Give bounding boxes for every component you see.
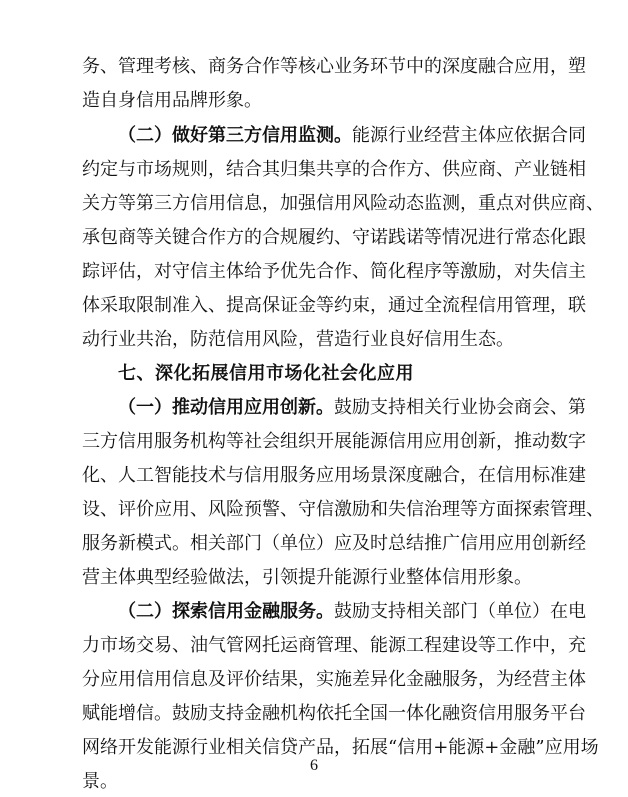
paragraph-3-title: （一）推动信用应用创新。 [118,397,334,418]
paragraph-3-line-6: 营主体典型经验做法，引领提升能源行业整体信用形象。 [82,567,532,588]
section-heading: 七、深化拓展信用市场化社会化应用 [118,363,414,384]
paragraph-2-line-6: 体采取限制准入、提高保证金等约束，通过全流程信用管理，联 [82,295,586,316]
paragraph-4-title: （二）探索信用金融服务。 [118,601,334,622]
paragraph-4-line-1 [118,597,586,627]
paragraph-3-line-1 [118,393,586,423]
paragraph-4-line-6: 景。 [82,771,118,792]
paragraph-2-line-1 [118,121,586,151]
paragraph-2-line-1-rest: 能源行业经营主体应依据合同 [352,125,586,146]
page-number: 6 [310,757,318,774]
paragraph-4-line-3: 分应用信用信息及评价结果，实施差异化金融服务，为经营主体 [82,669,586,690]
paragraph-4-line-1-rest: 鼓励支持相关部门（单位）在电 [334,601,586,622]
paragraph-3-line-4: 设、评价应用、风险预警、守信激励和失信治理等方面探索管理、 [82,499,604,520]
paragraph-3-line-2: 三方信用服务机构等社会组织开展能源信用应用创新，推动数字 [82,431,586,452]
paragraph-2-line-5: 踪评估，对守信主体给予优先合作、简化程序等激励，对失信主 [82,261,586,282]
paragraph-3-line-1-rest: 鼓励支持相关行业协会商会、第 [334,397,586,418]
paragraph-3-line-5: 服务新模式。相关部门（单位）应及时总结推广信用应用创新经 [82,533,586,554]
paragraph-1-line-1: 务、管理考核、商务合作等核心业务环节中的深度融合应用，塑 [82,56,586,77]
paragraph-2-line-7: 动行业共治，防范信用风险，营造行业良好信用生态。 [82,329,514,350]
paragraph-4-line-4: 赋能增信。鼓励支持金融机构依托全国一体化融资信用服务平台 [82,703,586,724]
paragraph-2-line-4: 承包商等关键合作方的合规履约、守诺践诺等情况进行常态化跟 [82,227,586,248]
paragraph-3-line-3: 化、人工智能技术与信用服务应用场景深度融合，在信用标准建 [82,465,586,486]
paragraph-2-line-2: 约定与市场规则，结合其归集共享的合作方、供应商、产业链相 [82,159,586,180]
paragraph-2-line-3: 关方等第三方信用信息，加强信用风险动态监测，重点对供应商、 [82,193,604,214]
paragraph-4-line-5: 网络开发能源行业相关信贷产品，拓展“信用+能源+金融”应用场 [82,737,599,758]
paragraph-1-line-2: 造自身信用品牌形象。 [82,90,262,111]
paragraph-2-title: （二）做好第三方信用监测。 [118,125,352,146]
paragraph-4-line-2: 力市场交易、油气管网托运商管理、能源工程建设等工作中，充 [82,635,586,656]
